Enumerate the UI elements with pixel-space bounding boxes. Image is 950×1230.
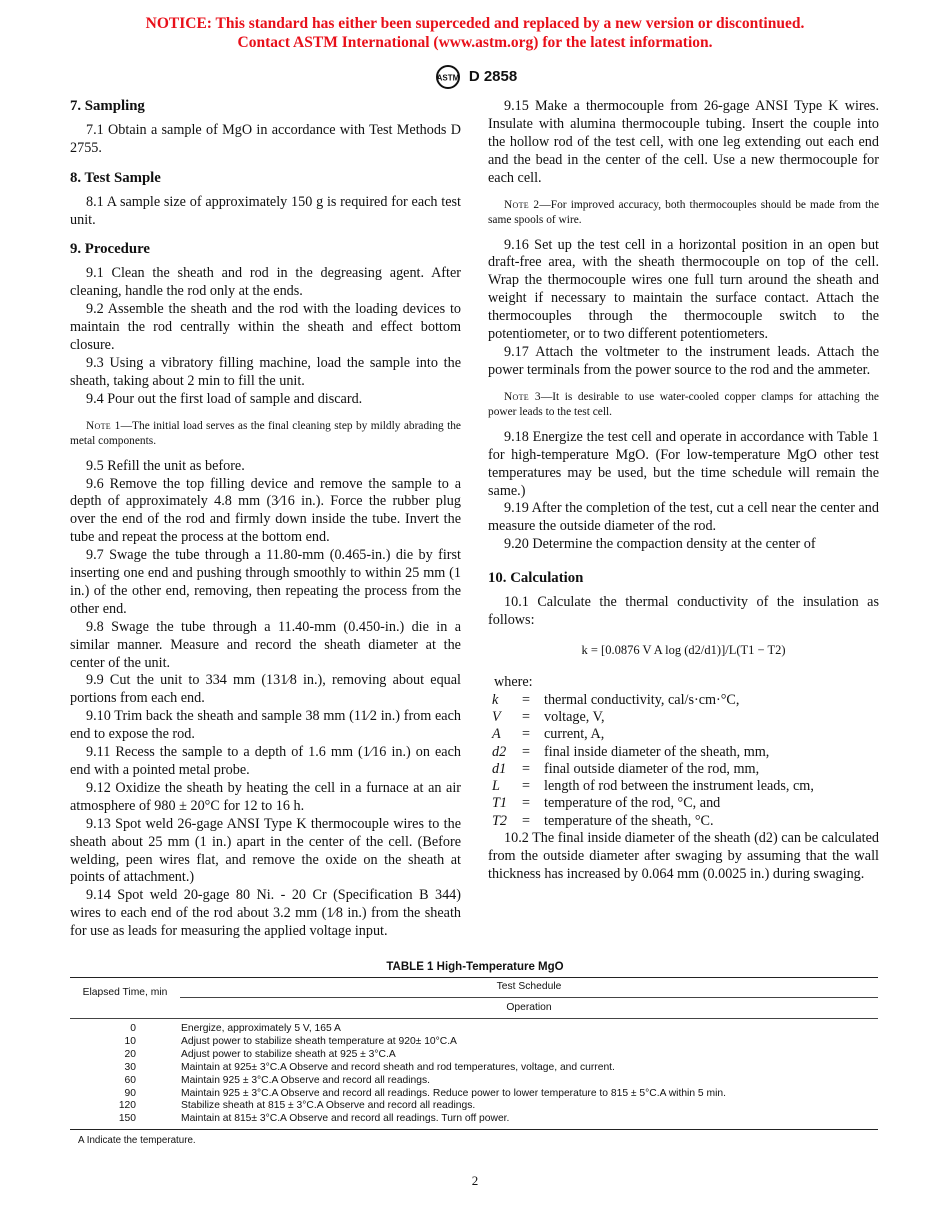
operation-cell: Stabilize sheath at 815 ± 3°C.A Observe and record all readings. (181, 1100, 476, 1112)
operation-cell: Adjust power to stabilize sheath at 925 ± 3°C.A (181, 1048, 396, 1060)
variable-row (492, 692, 814, 709)
para-9-6: 9.6 Remove the top filling device and remove the sample to a depth of approximately 4.8 mm (3⁄16 in.). Force the rubber plug over the end of the rod and firmly down inside the tube. Invert the tube and repeat the process at the bottom end. (70, 475, 461, 546)
equals-sign: = (522, 708, 531, 725)
variable-definition: length of rod between the instrument leads, cm, (544, 778, 814, 795)
operation-cell: Maintain at 815± 3°C.A Observe and record all readings. Turn off power. (181, 1113, 510, 1125)
para-9-20: 9.20 Determine the compaction density at the center of (504, 536, 816, 553)
table-header (70, 978, 878, 1018)
variable-definition: temperature of the sheath, °C. (544, 812, 714, 829)
notice-line-1: NOTICE: This standard has either been superceded and replaced by a new version or discontinued. (145, 15, 805, 32)
para-9-8: 9.8 Swage the tube through a 11.40-mm (0.450-in.) die in a similar manner. Measure and record the sheath diameter at the center of the unit. (70, 618, 461, 671)
para-9-18: 9.18 Energize the test cell and operate in accordance with Table 1 for high-temperature MgO. (For low-temperature MgO other test temperatures may be used, but the time schedule will remain the same.) (488, 428, 879, 499)
table-row (70, 1088, 878, 1101)
variable-row (492, 709, 814, 726)
col-operation-header: Operation (506, 1002, 552, 1013)
variable-symbol: T1 (492, 795, 507, 812)
table-row (70, 1036, 878, 1049)
note-3-label: Note 3 (504, 390, 541, 403)
elapsed-time-cell: 120 (118, 1100, 136, 1112)
equals-sign: = (522, 812, 531, 829)
note-2-text: —For improved accuracy, both thermocouples should be made from the same spools of wire. (488, 198, 879, 227)
elapsed-time-cell: 30 (124, 1061, 136, 1073)
designation: D 2858 (468, 67, 518, 85)
note-1-label: Note 1 (86, 419, 121, 432)
para-9-16: 9.16 Set up the test cell in a horizontal position in an open but draft-free area, with the sheath thermocouple on top of the cell. Wrap the thermocouple wires one full turn around the sheath and weight if necessary to maintain the surface contact. Attach the thermocouples through the thermocouple switch to the potentiometer, or to two different potentiometers. (488, 236, 879, 343)
section-7-title: 7. Sampling (70, 98, 145, 114)
variable-symbol: L (492, 778, 500, 795)
variable-row (492, 726, 814, 743)
schedule-table (70, 977, 878, 1146)
conductivity-formula: k = [0.0876 V A log (d2/d1)]/L(T1 − T2) (581, 642, 786, 657)
operation-cell: Adjust power to stabilize sheath temperature at 920± 10°C.A (181, 1035, 457, 1047)
para-9-11: 9.11 Recess the sample to a depth of 1.6 mm (1⁄16 in.) on each end with a pointed metal probe. (70, 744, 461, 778)
para-7-1: 7.1 Obtain a sample of MgO in accordance with Test Methods D 2755. (70, 121, 461, 156)
elapsed-time-cell: 20 (124, 1048, 136, 1060)
standard-header (0, 64, 950, 90)
operation-cell: Maintain 925 ± 3°C.A Observe and record all readings. Reduce power to lower temperature to 815 ± 5°C.A within 5 min. (181, 1087, 726, 1099)
where-label: where: (494, 673, 533, 690)
note-1-text: —The initial load serves as the final cleaning step by mildly abrading the metal components. (70, 419, 461, 448)
para-9-15: 9.15 Make a thermocouple from 26-gage ANSI Type K wires. Insulate with alumina thermocouple tubing. Insert the couple into the hollow rod of the test cell, with one leg extending out each end and the bead in the center of the cell. Use a new thermocouple for each cell. (488, 98, 879, 186)
table-title: TABLE 1 High-Temperature MgO (386, 961, 564, 973)
notice-line-2: Contact ASTM International (www.astm.org) for the latest information. (237, 34, 713, 51)
operation-cell: Maintain at 925± 3°C.A Observe and record sheath and rod temperatures, voltage, and current. (181, 1061, 615, 1073)
note-3 (488, 390, 879, 421)
variable-definition: voltage, V, (544, 708, 605, 725)
note-3-text: —It is desirable to use water-cooled copper clamps for attaching the power leads to the test cell. (488, 390, 879, 419)
para-9-17: 9.17 Attach the voltmeter to the instrument leads. Attach the power terminals from the power source to the rod and the ammeter. (488, 343, 879, 378)
para-9-1: 9.1 Clean the sheath and rod in the degreasing agent. After cleaning, handle the rod only at the ends. (70, 265, 461, 300)
variable-symbol: d1 (492, 760, 507, 777)
variable-row (492, 813, 814, 830)
table-row (70, 1049, 878, 1062)
variable-definition: temperature of the rod, °C, and (544, 795, 721, 812)
variable-symbol: A (492, 726, 501, 743)
svg-text:ASTM: ASTM (436, 73, 460, 83)
table-row (70, 1023, 878, 1036)
equals-sign: = (522, 726, 531, 743)
table-row (70, 1062, 878, 1075)
equals-sign: = (522, 743, 531, 760)
withdrawn-notice (0, 14, 950, 52)
elapsed-time-cell: 10 (124, 1035, 136, 1047)
table-body (70, 1019, 878, 1129)
variable-row (492, 795, 814, 812)
col-test-schedule-header: Test Schedule (496, 981, 562, 992)
para-9-4: 9.4 Pour out the first load of sample and discard. (86, 390, 363, 407)
para-9-13: 9.13 Spot weld 26-gage ANSI Type K thermocouple wires to the sheath about 25 mm (1 in.) apart in the center of the cell. (Before welding, peen wires flat, and remove the oxide on the sheath at points of attachment.) (70, 815, 461, 886)
equals-sign: = (522, 691, 531, 708)
variable-row (492, 778, 814, 795)
operation-cell: Maintain 925 ± 3°C.A Observe and record all readings. (181, 1074, 431, 1086)
para-9-2: 9.2 Assemble the sheath and the rod with the loading devices to maintain the rod centrally within the sheath and effect bottom closure. (70, 301, 461, 353)
operation-cell: Energize, approximately 5 V, 165 A (181, 1023, 341, 1034)
variable-definition: thermal conductivity, cal/s·cm·°C, (544, 691, 740, 708)
para-9-12: 9.12 Oxidize the sheath by heating the cell in a furnace at an air atmosphere of 980 ± 20°C for 12 to 16 h. (70, 779, 461, 814)
section-8-title: 8. Test Sample (70, 169, 161, 186)
para-10-2: 10.2 The final inside diameter of the sheath (d2) can be calculated from the outside diameter after swaging by assuming that the wall thickness has increased by 0.064 mm (0.0025 in.) during swaging. (488, 830, 879, 882)
para-9-5: 9.5 Refill the unit as before. (86, 457, 245, 474)
elapsed-time-cell: 150 (118, 1113, 136, 1125)
elapsed-time-cell: 60 (124, 1074, 136, 1086)
table-footnote: A Indicate the temperature. (78, 1135, 196, 1147)
variable-definitions (492, 692, 814, 830)
section-10-title: 10. Calculation (488, 570, 584, 587)
para-9-7: 9.7 Swage the tube through a 11.80-mm (0.465-in.) die by first inserting one end and pushing through smoothly to within 25 mm (1 in.) of the other end, removing, then repeating the process from the other end. (70, 547, 461, 617)
para-10-1: 10.1 Calculate the thermal conductivity of the insulation as follows: (488, 594, 879, 628)
variable-row (492, 761, 814, 778)
variable-definition: current, A, (544, 726, 605, 743)
elapsed-time-cell: 90 (124, 1087, 136, 1099)
equals-sign: = (522, 778, 531, 795)
col-elapsed-time-header: Elapsed Time, min (82, 987, 168, 998)
para-9-3: 9.3 Using a vibratory filling machine, load the sample into the sheath, taking about 2 min to fill the unit. (70, 354, 461, 389)
para-8-1: 8.1 A sample size of approximately 150 g is required for each test unit. (70, 193, 461, 228)
left-column (70, 98, 461, 941)
page-number: 2 (471, 1173, 479, 1188)
variable-symbol: V (492, 708, 501, 725)
table-row (70, 1075, 878, 1088)
variable-definition: final outside diameter of the rod, mm, (544, 760, 760, 777)
equals-sign: = (522, 795, 531, 812)
right-column (488, 98, 879, 884)
variable-symbol: T2 (492, 812, 507, 829)
note-1 (70, 419, 461, 450)
variable-definition: final inside diameter of the sheath, mm, (544, 743, 770, 760)
para-9-10: 9.10 Trim back the sheath and sample 38 mm (11⁄2 in.) from each end to expose the rod. (70, 708, 461, 743)
note-2 (488, 198, 879, 229)
note-2-label: Note 2 (504, 198, 540, 211)
variable-row (492, 744, 814, 761)
variable-symbol: d2 (492, 743, 507, 760)
astm-logo-icon (433, 64, 463, 90)
table-row (70, 1100, 878, 1113)
para-9-9: 9.9 Cut the unit to 334 mm (131⁄8 in.), removing about equal portions from each end. (70, 672, 461, 707)
elapsed-time-cell: 0 (130, 1023, 136, 1034)
equals-sign: = (522, 760, 531, 777)
table-row (70, 1113, 878, 1126)
section-9-title: 9. Procedure (70, 241, 150, 258)
variable-symbol: k (492, 691, 499, 708)
para-9-19: 9.19 After the completion of the test, cut a cell near the center and measure the outside diameter of the rod. (488, 500, 879, 535)
para-9-14: 9.14 Spot weld 20-gage 80 Ni. - 20 Cr (Specification B 344) wires to each end of the rod about 3.2 mm (1⁄8 in.) from the sheath for use as leads for measuring the applied voltage input. (70, 887, 461, 940)
